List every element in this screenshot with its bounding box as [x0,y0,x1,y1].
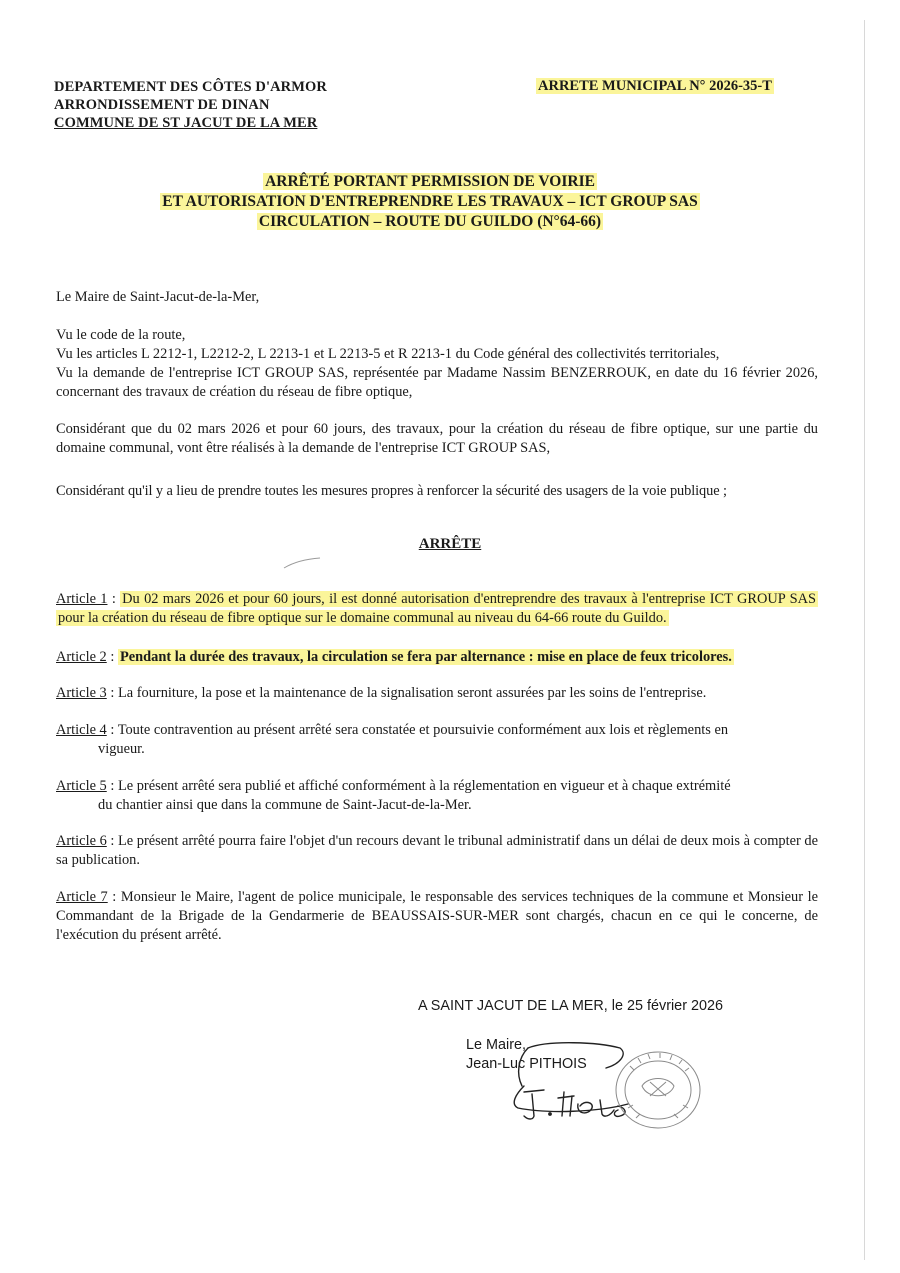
considerant-2: Considérant qu'il y a lieu de prendre toutes les mesures propres à renforcer la sécurité des usagers de la voie publique ; [56,483,727,499]
article-1-separator: : [107,591,121,607]
article-3-text: La fourniture, la pose et la maintenance de la signalisation seront assurées par les soins de l'entreprise. [117,685,707,701]
visas-block [56,326,818,402]
mayor-intro: Le Maire de Saint-Jacut-de-la-Mer, [56,289,260,305]
title-line-2: ET AUTORISATION D'ENTREPRENDRE LES TRAVAUX – ICT GROUP SAS [162,193,698,210]
article-7-text: Monsieur le Maire, l'agent de police municipale, le responsable des services techniques de la commune et Monsieur le Commandant de la Brigade de la Gendarmerie de BEAUSSAIS-SUR-MER sont chargés, chacun en ce qui le concerne, de l'exécution du présent arrêté. [56,889,818,943]
article-5-continuation: du chantier ainsi que dans la commune de Saint-Jacut-de-la-Mer. [98,797,472,813]
issuer-block [54,78,327,132]
title-line-1: ARRÊTÉ PORTANT PERMISSION DE VOIRIE [265,173,595,190]
municipal-seal [612,1046,708,1138]
article-3 [56,684,818,703]
place-date: A SAINT JACUT DE LA MER, le 25 février 2026 [418,998,723,1014]
article-6-label: Article 6 [56,833,107,849]
article-2-text: Pendant la durée des travaux, la circulation se fera par alternance : mise en place de feux tricolores. [119,649,732,665]
article-2-separator: : [106,649,118,665]
document-title [60,172,800,232]
article-4-continuation: vigueur. [98,741,145,757]
article-4-label: Article 4 [56,722,107,738]
article-4 [56,721,818,759]
title-line-3: CIRCULATION – ROUTE DU GUILDO (N°64-66) [258,213,602,230]
article-6-separator: : [106,833,118,849]
article-7-label: Article 7 [56,889,108,905]
arrete-heading: ARRÊTE [418,536,482,552]
article-5-separator: : [106,778,118,794]
article-7 [56,888,818,945]
article-6 [56,832,818,870]
article-1-text: Du 02 mars 2026 et pour 60 jours, il est donné autorisation d'entreprendre des travaux à l'entreprise ICT GROUP SAS pour la création du réseau de fibre optique sur le domaine communal au niveau du 64-66 route du Guildo. [58,591,816,626]
arrondissement-line: ARRONDISSEMENT DE DINAN [54,97,270,113]
considerant-1: Considérant que du 02 mars 2026 et pour 60 jours, des travaux, pour la création du réseau de fibre optique, sur une partie du domaine communal, vont être réalisés à la demande de l'entreprise ICT GROUP SAS, [56,421,818,456]
article-5-text: Le présent arrêté sera publié et affiché conformément à la réglementation en vigueur et à chaque extrémité [117,778,731,794]
scan-edge-line [864,20,865,1260]
article-5 [56,777,818,815]
article-1-label: Article 1 [56,591,108,607]
article-2 [56,648,818,667]
vu-code-route: Vu le code de la route, [56,327,186,343]
decree-number-text: ARRETE MUNICIPAL N° 2026-35-T [538,78,772,94]
article-7-separator: : [107,889,121,905]
department-line: DEPARTEMENT DES CÔTES D'ARMOR [54,79,327,95]
decree-number [536,78,774,95]
article-3-label: Article 3 [56,685,107,701]
article-4-text: Toute contravention au présent arrêté sera constatée et poursuivie conformément aux lois et règlements en [117,722,729,738]
article-4-separator: : [106,722,118,738]
vu-demande: Vu la demande de l'entreprise ICT GROUP SAS, représentée par Madame Nassim BENZERROUK, en date du 16 février 2026, concernant des travaux de création du réseau de fibre optique, [56,365,818,400]
article-5-label: Article 5 [56,778,107,794]
mayor-role: Le Maire, [466,1037,526,1053]
commune-line: COMMUNE DE ST JACUT DE LA MER [54,115,318,131]
article-1 [56,590,818,628]
pen-stroke-mark [282,556,322,570]
article-6-text: Le présent arrêté pourra faire l'objet d'un recours devant le tribunal administratif dans un délai de deux mois à compter de sa publication. [56,833,818,868]
article-3-separator: : [106,685,118,701]
mayor-name: Jean-Luc PITHOIS [466,1056,587,1072]
article-2-label: Article 2 [56,649,107,665]
vu-articles: Vu les articles L 2212-1, L2212-2, L 2213-1 et L 2213-5 et R 2213-1 du Code général des collectivités territoriales, [56,346,720,362]
